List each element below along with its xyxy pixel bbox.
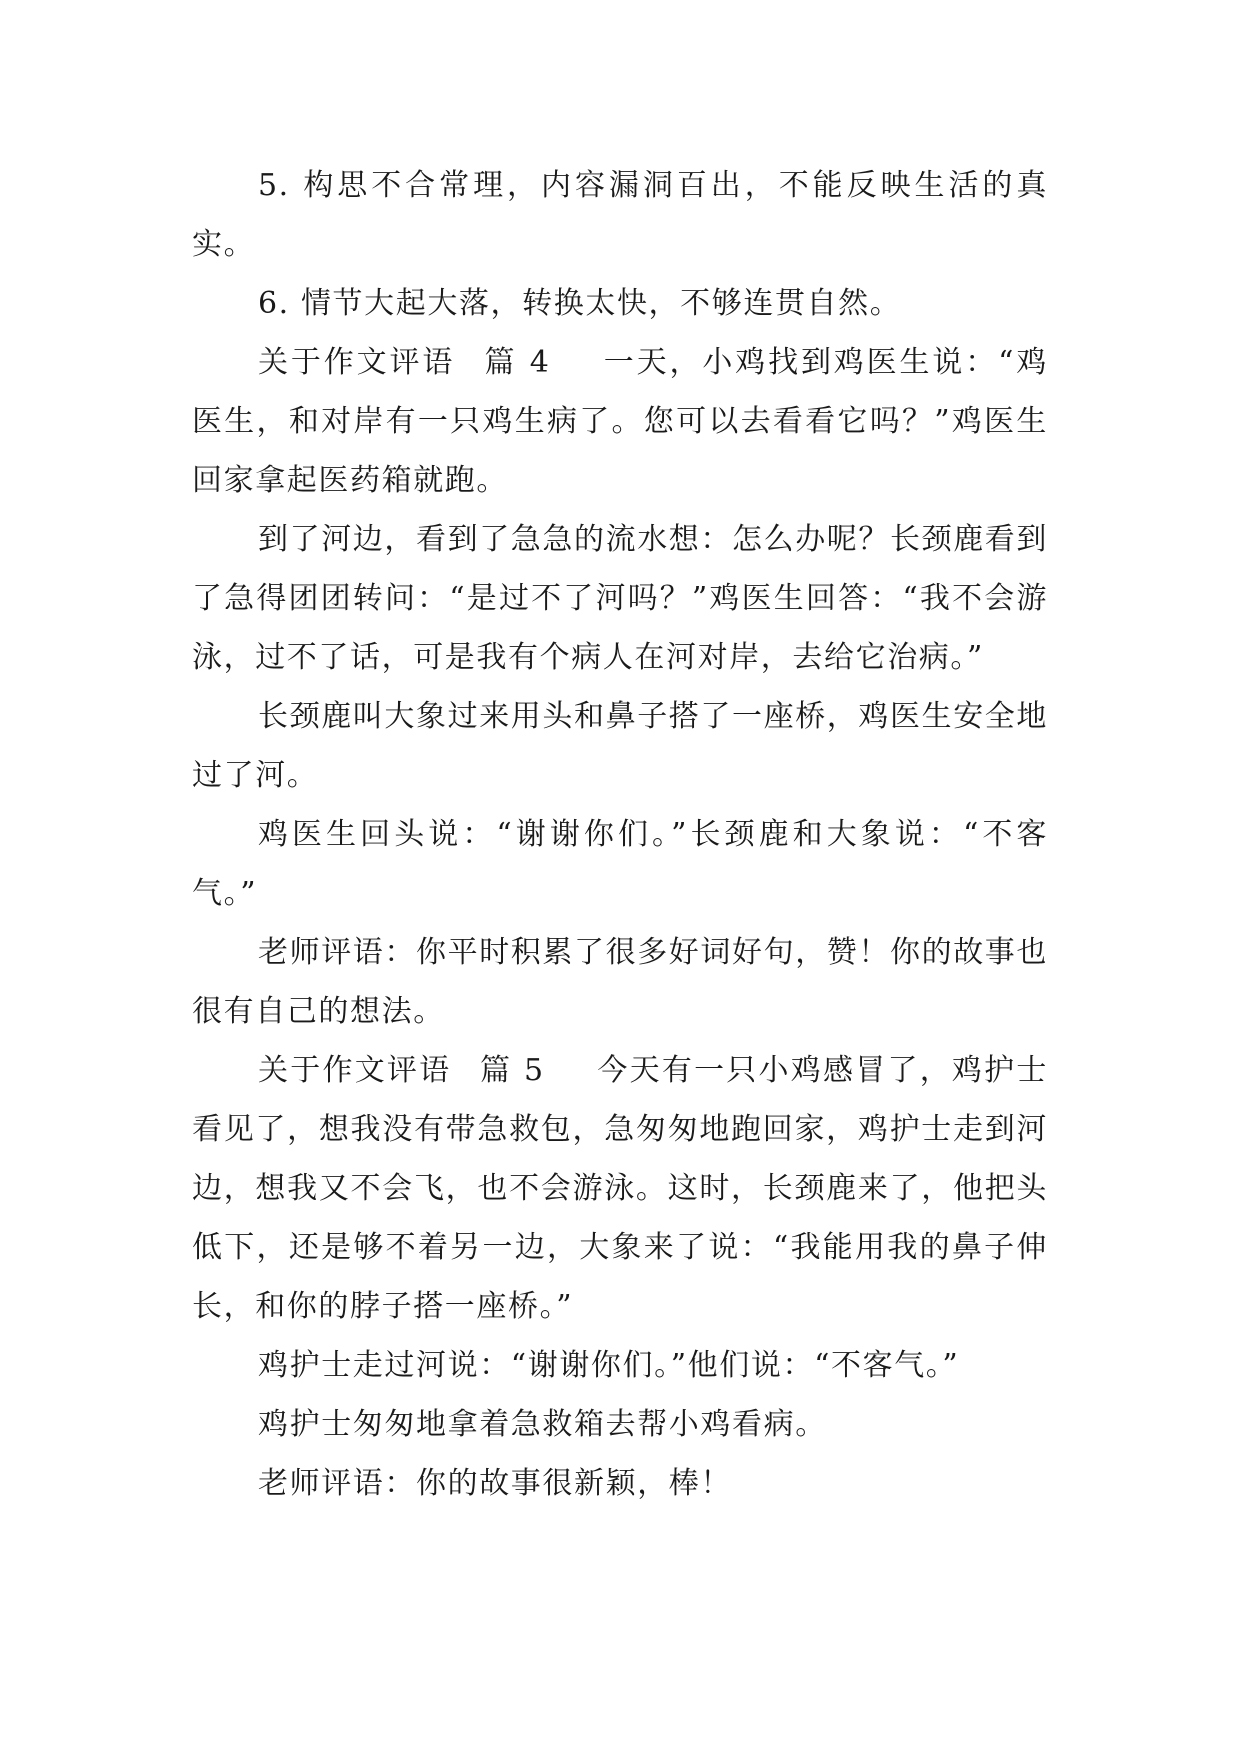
- paragraph-text: 鸡医生回头说：“谢谢你们。”长颈鹿和大象说：“不客气。”: [192, 817, 1048, 911]
- paragraph-text: 今天有一只小鸡感冒了，鸡护士看见了，想我没有带急救包，急匆匆地跑回家，鸡护士走到河边，想我又不会飞，也不会游泳。这时，长颈鹿来了，他把头低下，还是够不着另一边，大象来了说：“我能用我的鼻子伸长，和你的脖子搭一座桥。”: [192, 1053, 1048, 1324]
- paragraph: [192, 510, 1048, 687]
- paragraph-text: 鸡护士匆匆地拿着急救箱去帮小鸡看病。: [258, 1407, 827, 1442]
- section-heading: 关于作文评语: [258, 345, 456, 380]
- teacher-comment: [192, 1454, 1048, 1513]
- paragraph-text: 一天，小鸡找到鸡医生说：“鸡医生，和对岸有一只鸡生病了。您可以去看看它吗？”鸡医生回家拿起医药箱就跑。: [192, 345, 1048, 498]
- paragraph-text: 5. 构思不合常理，内容漏洞百出，不能反映生活的真实。: [192, 168, 1048, 262]
- paragraph-text: 鸡护士走过河说：“谢谢你们。”他们说：“不客气。”: [258, 1348, 960, 1383]
- paragraph-text: 老师评语：你的故事很新颖，棒！: [258, 1466, 732, 1501]
- section-heading: 关于作文评语: [258, 1053, 452, 1088]
- teacher-comment: [192, 923, 1048, 1041]
- paragraph-text: 到了河边，看到了急急的流水想：怎么办呢？长颈鹿看到了急得团团转问：“是过不了河吗？”鸡医生回答：“我不会游泳，过不了话，可是我有个病人在河对岸，去给它治病。”: [192, 522, 1048, 675]
- section-number: 篇 4: [483, 345, 551, 380]
- document-page: [192, 156, 1048, 1513]
- paragraph: [192, 1336, 1048, 1395]
- paragraph: [192, 805, 1048, 923]
- paragraph-item-5: [192, 156, 1048, 274]
- essay-5-opening: [192, 1041, 1048, 1336]
- paragraph: [192, 687, 1048, 805]
- paragraph-text: 6. 情节大起大落，转换太快，不够连贯自然。: [258, 286, 902, 321]
- paragraph-text: 老师评语：你平时积累了很多好词好句，赞！你的故事也很有自己的想法。: [192, 935, 1048, 1029]
- section-number: 篇 5: [479, 1053, 545, 1088]
- paragraph-text: 长颈鹿叫大象过来用头和鼻子搭了一座桥，鸡医生安全地过了河。: [192, 699, 1048, 793]
- paragraph: [192, 1395, 1048, 1454]
- paragraph-item-6: [192, 274, 1048, 333]
- essay-4-opening: [192, 333, 1048, 510]
